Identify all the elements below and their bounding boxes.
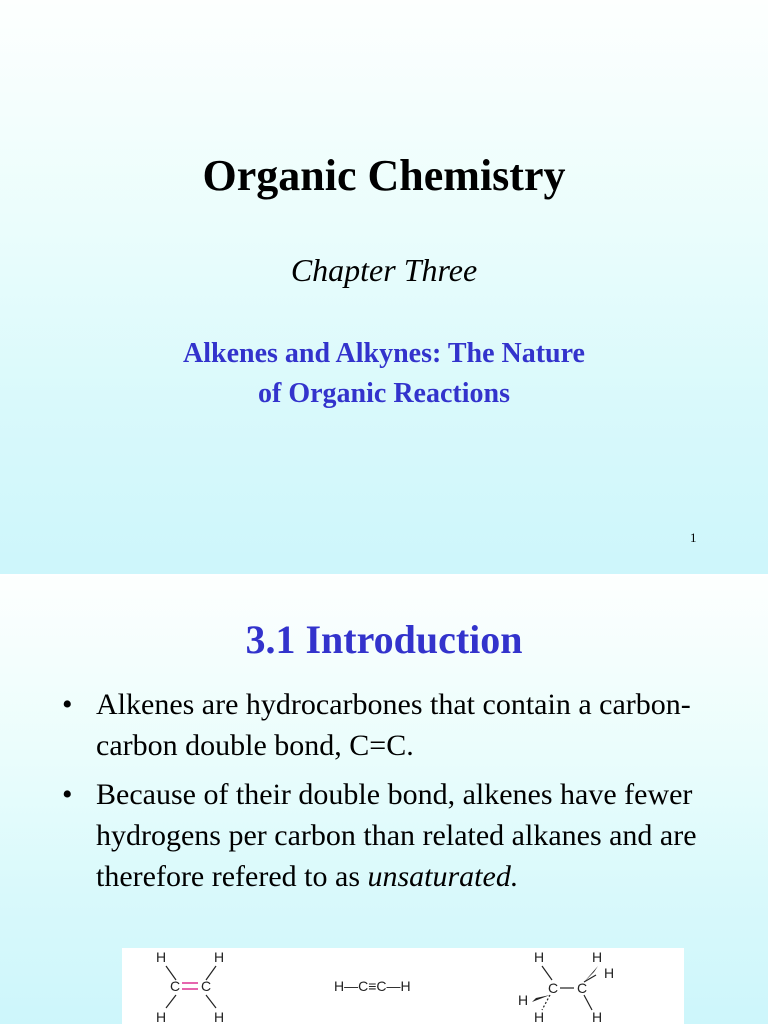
atom-label: H xyxy=(592,1009,603,1024)
bullet-icon: • xyxy=(62,688,73,721)
bullet-text: Alkenes are hydrocarbones that contain a carbon-carbon double bond, C=C. xyxy=(96,688,691,762)
topic-line-2: of Organic Reactions xyxy=(258,378,510,409)
molecule-diagrams xyxy=(122,948,684,1024)
atom-label: H xyxy=(592,949,603,965)
bullet-list xyxy=(62,684,742,905)
atom-label: H xyxy=(604,965,615,981)
ethyne-structure xyxy=(334,978,411,994)
chapter-topic xyxy=(0,334,768,414)
bullet-icon: • xyxy=(62,778,73,811)
emphasized-term: unsaturated. xyxy=(367,860,519,893)
atom-label: H xyxy=(156,1009,167,1024)
atom-label: C xyxy=(170,978,181,994)
bullet-text: Because of their double bond, alkenes have fewer hydrogens per carbon than related alkanes and are therefore refered to as xyxy=(96,778,697,893)
page-number: 1 xyxy=(690,530,697,545)
bullet-item xyxy=(62,774,742,897)
molecule-svg xyxy=(122,948,684,1024)
topic-line-1: Alkenes and Alkynes: The Nature xyxy=(183,338,585,369)
atom-label: H xyxy=(214,949,225,965)
atom-label: H xyxy=(534,949,545,965)
molecule-formula: H—C≡C—H xyxy=(334,978,411,994)
ethene-structure xyxy=(156,949,224,1024)
atom-label: C xyxy=(548,980,559,996)
atom-label: H xyxy=(214,1009,225,1024)
atom-label: H xyxy=(518,992,529,1008)
chapter-subtitle: Chapter Three xyxy=(290,252,478,288)
atom-label: H xyxy=(534,1009,545,1024)
slide-2 xyxy=(0,576,768,1024)
section-title: 3.1 Introduction xyxy=(245,617,523,662)
ethane-structure xyxy=(518,949,614,1024)
atom-label: C xyxy=(201,978,212,994)
bullet-item xyxy=(62,684,742,766)
slide-title: Organic Chemistry xyxy=(202,151,566,200)
atom-label: H xyxy=(156,949,167,965)
atom-label: C xyxy=(577,980,588,996)
